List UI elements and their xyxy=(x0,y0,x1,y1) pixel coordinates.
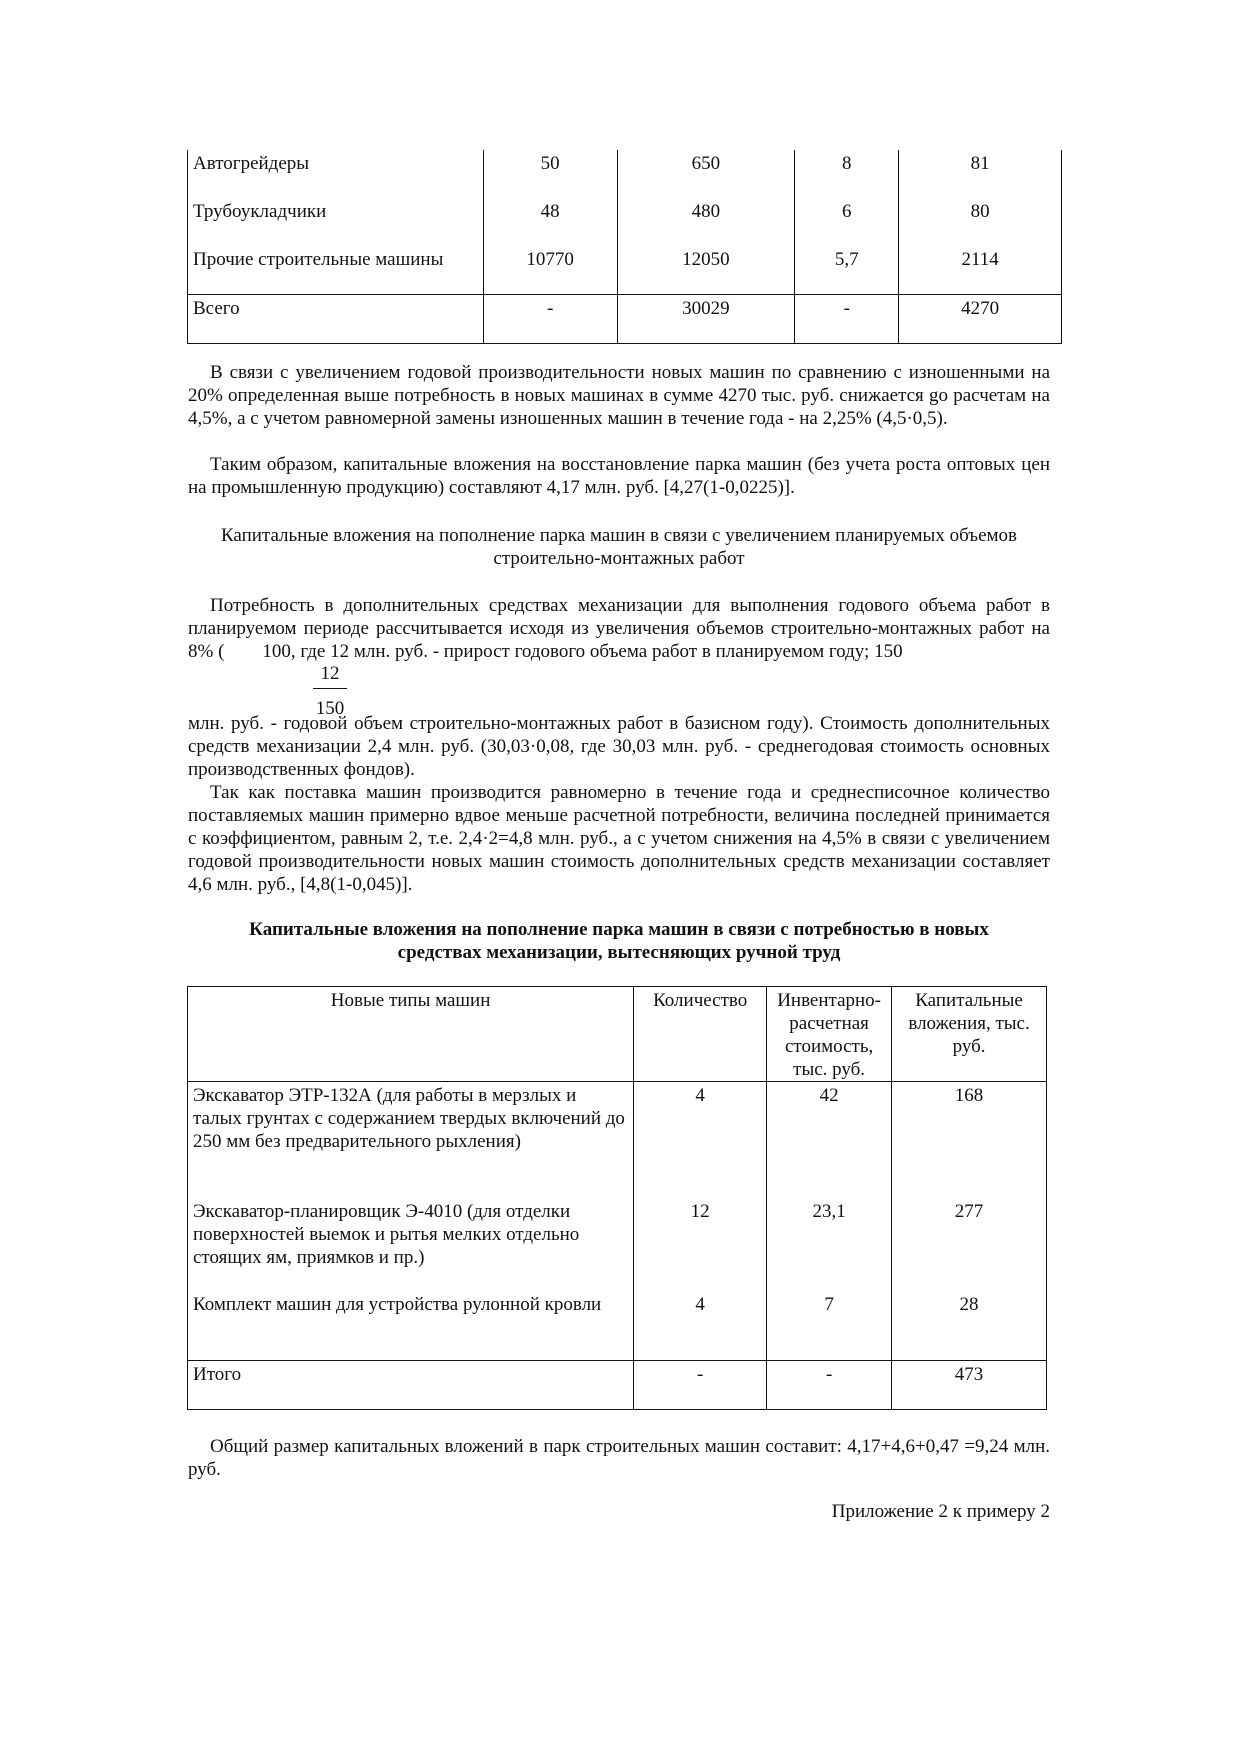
machine-name: Экскаватор ЭТР-132А (для работы в мерзлых и талых грунтах с содержанием твердых включений до 250 мм без предварительного рыхления) xyxy=(188,1082,634,1199)
table-cell: - xyxy=(483,295,617,344)
column-header: Инвентарно-расчетная стоимость, тыс. руб. xyxy=(767,987,892,1082)
machine-name: Комплект машин для устройства рулонной кровли xyxy=(188,1291,634,1361)
table-row xyxy=(188,1291,1047,1361)
table-cell: 4270 xyxy=(899,295,1062,344)
section-heading-bold: Капитальные вложения на пополнение парка машин в связи с потребностью в новых средствах механизации, вытесняющих ручной труд xyxy=(249,919,989,963)
table-cell: 81 xyxy=(899,150,1062,198)
table-total-row xyxy=(188,295,1062,344)
table-cell: 23,1 xyxy=(767,1198,892,1291)
column-header: Капитальные вложения, тыс. руб. xyxy=(892,987,1047,1082)
section-heading: Капитальные вложения на пополнение парка машин в связи с увеличением планируемых объемов строительно-монтажных работ xyxy=(220,525,1018,569)
table-cell: 4 xyxy=(634,1082,767,1199)
machine-name: Прочие строительные машины xyxy=(188,246,484,295)
table-cell: - xyxy=(634,1361,767,1410)
table-cell: 5,7 xyxy=(795,246,899,295)
table-header-row xyxy=(188,987,1047,1082)
table-cell: 42 xyxy=(767,1082,892,1199)
table-cell: 650 xyxy=(617,150,795,198)
equipment-table xyxy=(187,150,1062,344)
total-label: Всего xyxy=(188,295,484,344)
table-cell: 277 xyxy=(892,1198,1047,1291)
fraction-numerator: 12 xyxy=(313,662,347,689)
table-cell: 48 xyxy=(483,198,617,246)
fraction-denominator: 150 xyxy=(315,698,345,719)
appendix-label: Приложение 2 к примеру 2 xyxy=(831,1501,1050,1522)
machine-name: Автогрейдеры xyxy=(188,150,484,198)
table-row xyxy=(188,150,1062,198)
column-header: Новые типы машин xyxy=(188,987,634,1082)
table-cell: 480 xyxy=(617,198,795,246)
paragraph: Потребность в дополнительных средствах механизации для выполнения годового объема работ в планируемом периоде рассчитывается исходя из увеличения объемов строительно-монтажных работ на 8% ( 100, где 12 млн. руб. - прирост годового объема работ в планируемом году; 150 xyxy=(188,595,1050,662)
table-cell: 473 xyxy=(892,1361,1047,1410)
table-cell: 80 xyxy=(899,198,1062,246)
machine-name: Трубоукладчики xyxy=(188,198,484,246)
table-cell: 50 xyxy=(483,150,617,198)
table-total-row xyxy=(188,1361,1047,1410)
paragraph: млн. руб. - годовой объем строительно-монтажных работ в базисном году). Стоимость дополнительных средств механизации 2,4 млн. руб. (30,03·0,08, где 30,03 млн. руб. - среднегодовая стоимость основных производственных фондов). xyxy=(188,713,1050,780)
table-cell: 8 xyxy=(795,150,899,198)
paragraph: Общий размер капитальных вложений в парк строительных машин составит: 4,17+4,6+0,47 =9,24 млн. руб. xyxy=(188,1436,1050,1480)
table-row xyxy=(188,198,1062,246)
table-cell: 12050 xyxy=(617,246,795,295)
table-cell: 2114 xyxy=(899,246,1062,295)
table-cell: - xyxy=(767,1361,892,1410)
table-cell: 10770 xyxy=(483,246,617,295)
table-cell: - xyxy=(795,295,899,344)
table-cell: 7 xyxy=(767,1291,892,1361)
paragraph: В связи с увеличением годовой производительности новых машин по сравнению с изношенными на 20% определенная выше потребность в новых машинах в сумме 4270 тыс. руб. снижается gо расчетам на 4,5%, а с учетом равномерной замены изношенных машин в течение года - на 2,25% (4,5·0,5). xyxy=(188,362,1050,429)
table-cell: 4 xyxy=(634,1291,767,1361)
table-cell: 12 xyxy=(634,1198,767,1291)
paragraph: Так как поставка машин производится равномерно в течение года и среднесписочное количество поставляемых машин примерно вдвое меньше расчетной потребности, величина последней принимается с коэффициентом, равным 2, т.е. 2,4·2=4,8 млн. руб., а с учетом снижения на 4,5% в связи с увеличением годовой производительности новых машин стоимость дополнительных средств механизации составляет 4,6 млн. руб., [4,8(1-0,045)]. xyxy=(188,782,1050,895)
table-row xyxy=(188,246,1062,295)
table-cell: 6 xyxy=(795,198,899,246)
total-label: Итого xyxy=(188,1361,634,1410)
table-cell: 168 xyxy=(892,1082,1047,1199)
column-header: Количество xyxy=(634,987,767,1082)
machine-name: Экскаватор-планировщик Э-4010 (для отделки поверхностей выемок и рытья мелких отдельно стоящих ям, приямков и пр.) xyxy=(188,1198,634,1291)
table-cell: 28 xyxy=(892,1291,1047,1361)
table-row xyxy=(188,1082,1047,1199)
table-row xyxy=(188,1198,1047,1291)
paragraph: Таким образом, капитальные вложения на восстановление парка машин (без учета роста оптовых цен на промышленную продукцию) составляют 4,17 млн. руб. [4,27(1-0,0225)]. xyxy=(188,454,1050,498)
new-machines-table xyxy=(187,986,1047,1410)
table-cell: 30029 xyxy=(617,295,795,344)
